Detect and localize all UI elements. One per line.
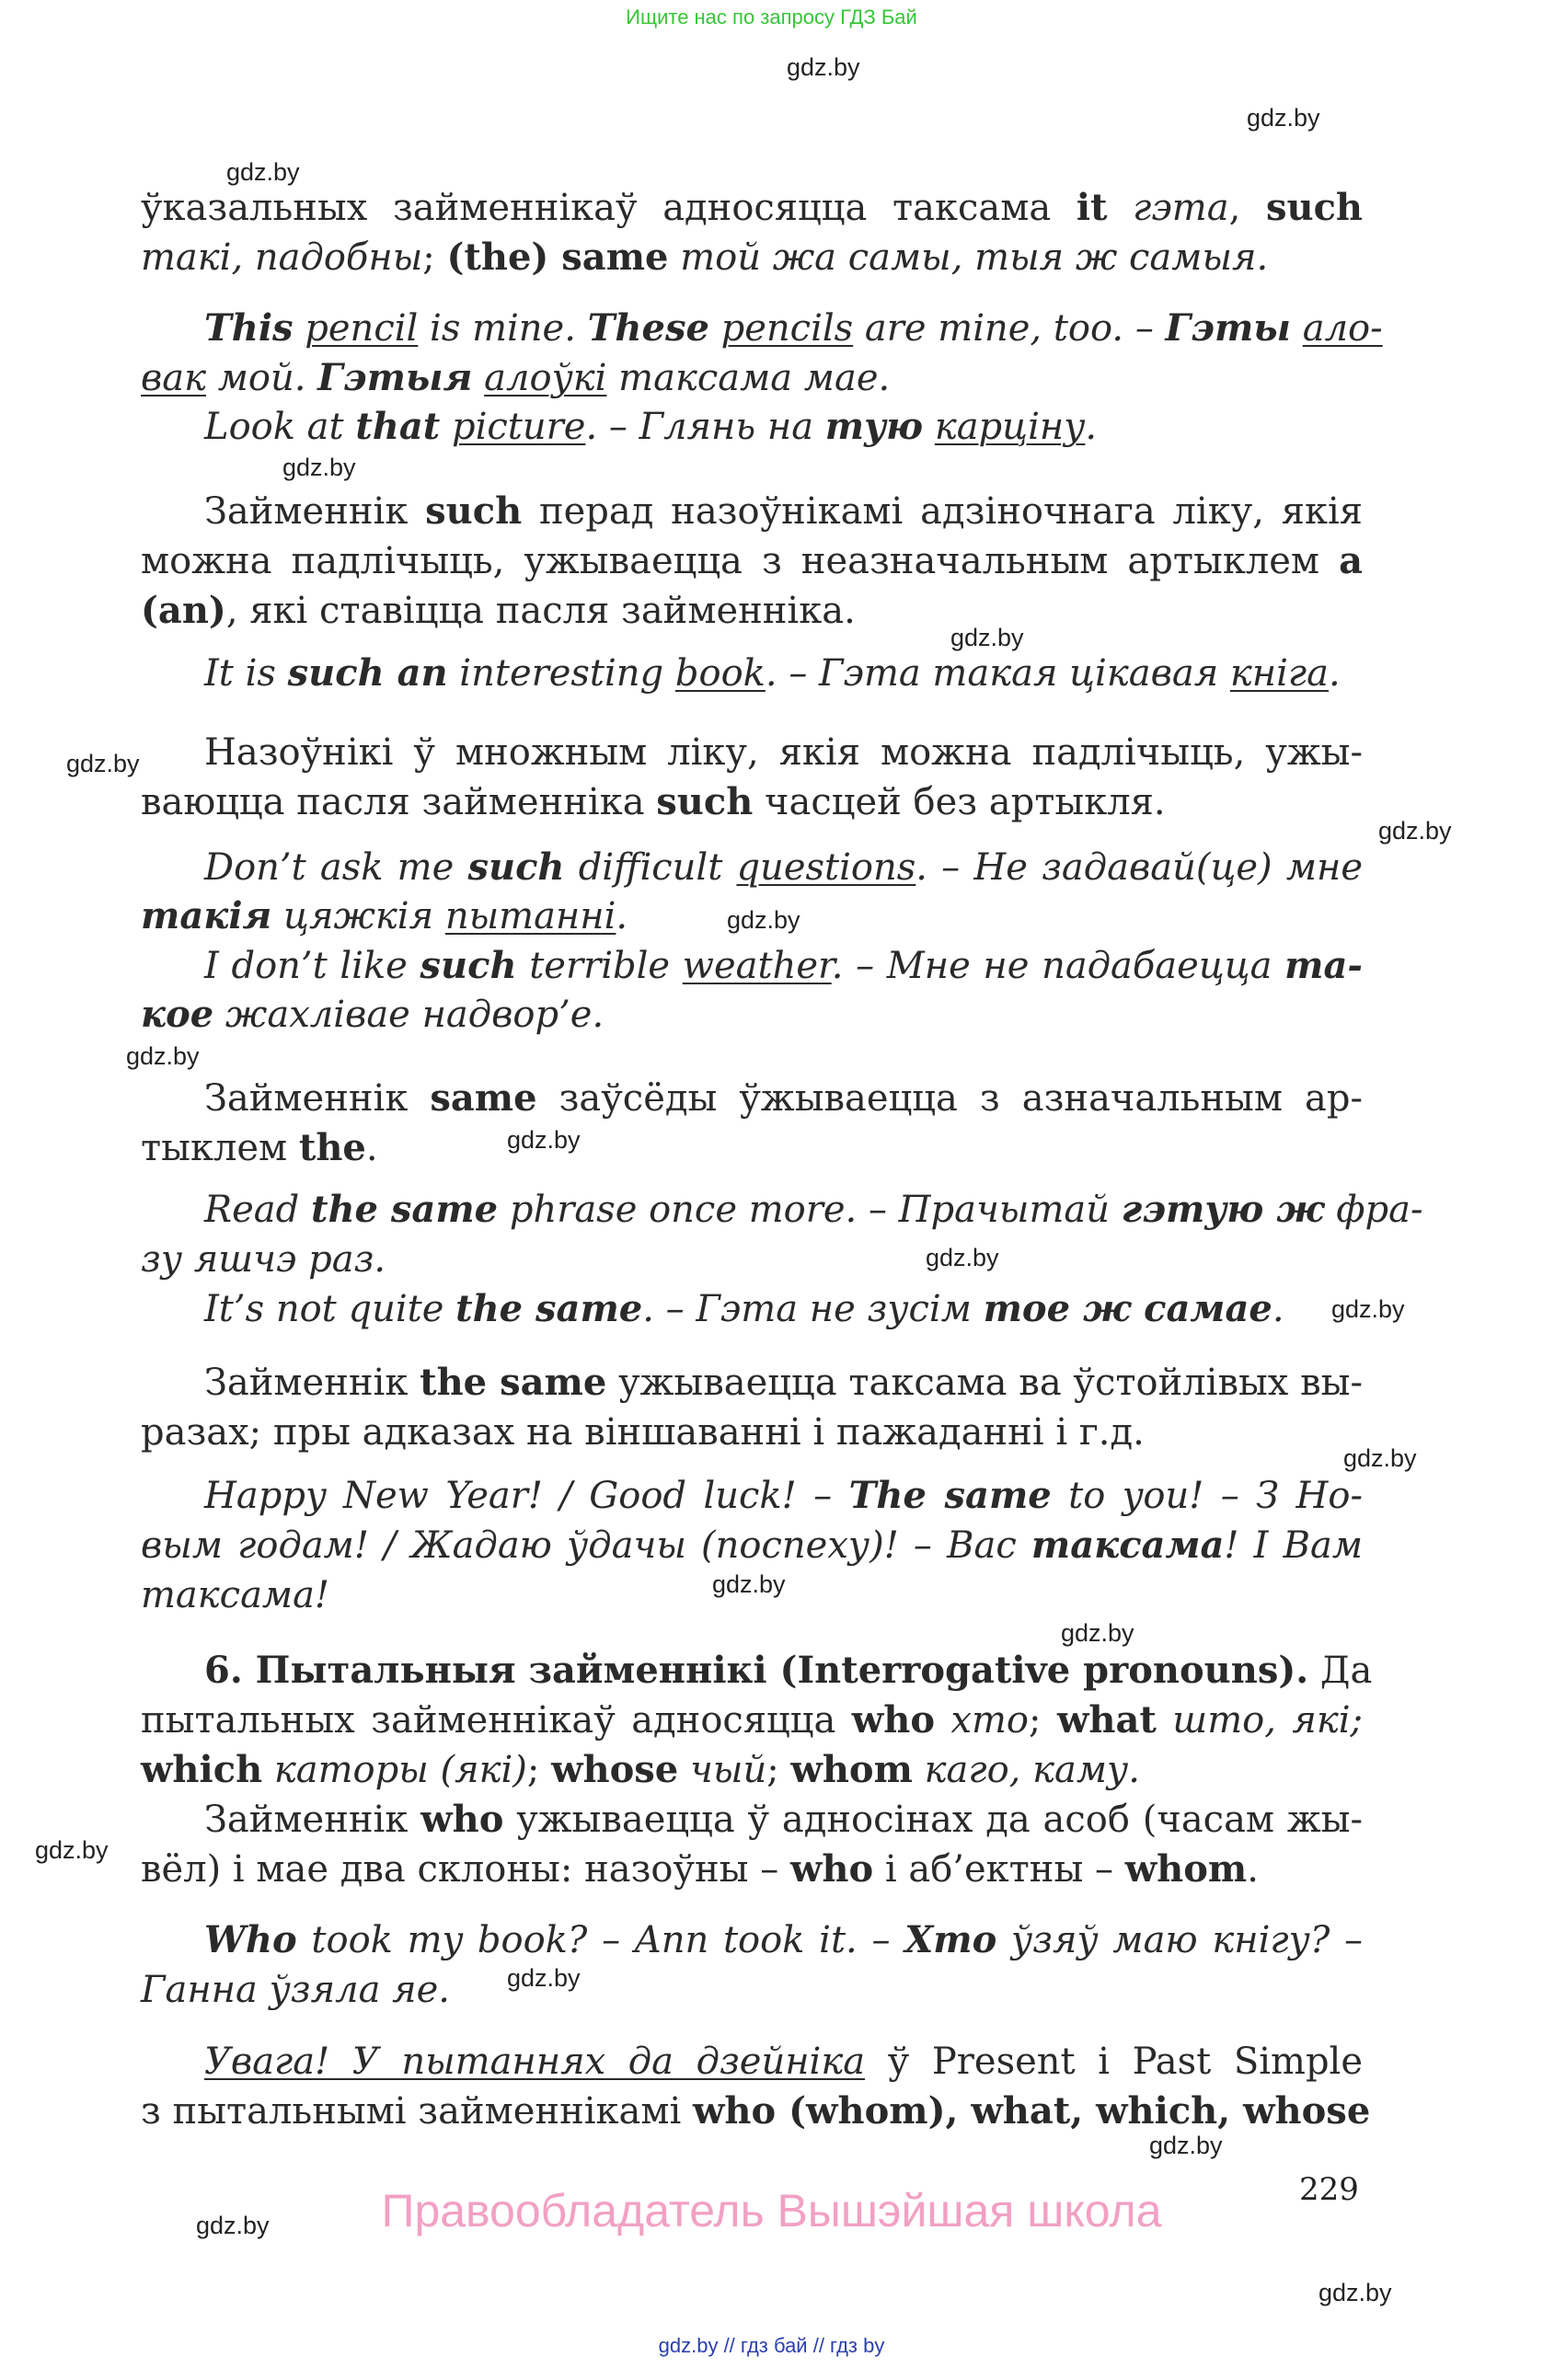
example-line: зу яшчэ раз. xyxy=(141,1238,386,1281)
example-line: Look at that picture. – Глянь на тую карціну. xyxy=(204,405,1098,448)
page-number: 229 xyxy=(1299,2171,1359,2208)
watermark: gdz.by xyxy=(282,454,356,481)
text-line: з пытальнымі займеннікамі who (whom), what, which, whose xyxy=(141,2089,1371,2133)
watermark: gdz.by xyxy=(35,1836,109,1864)
watermark: gdz.by xyxy=(1061,1619,1134,1647)
text-line: Займеннік the same ужываецца таксама ва ўстойлівых вы- xyxy=(204,1361,1363,1404)
text-line: Займеннік same заўсёды ўжываецца з азначальным ар- xyxy=(204,1076,1363,1120)
text-line: Назоўнікі ў множным ліку, якія можна падлічыць, ужы- xyxy=(204,731,1363,774)
watermark: gdz.by xyxy=(226,158,300,186)
watermark: gdz.by xyxy=(926,1244,999,1271)
example-line: Don’t ask me such difficult questions. – Не задавай(це) мне xyxy=(204,845,1363,889)
text-line: ваюцца пасля займенніка such часцей без артыкля. xyxy=(141,780,1166,823)
watermark: gdz.by xyxy=(126,1042,200,1070)
example-line: такія цяжкія пытанні. xyxy=(141,894,628,937)
example-line: вак мой. Гэтыя алоўкі таксама мае. xyxy=(141,356,891,399)
example-line: This pencil is mine. These pencils are mine, too. – Гэты ало- xyxy=(204,306,1383,350)
watermark: gdz.by xyxy=(1331,1295,1405,1323)
watermark: gdz.by xyxy=(507,1126,581,1154)
watermark: gdz.by xyxy=(712,1570,786,1598)
example-line: Happy New Year! / Good luck! – The same to you! – З Но- xyxy=(204,1474,1363,1517)
watermark: gdz.by xyxy=(727,906,800,934)
text-line: Займеннік who ужываецца ў адносінах да асоб (часам жы- xyxy=(204,1798,1364,1841)
watermark: gdz.by xyxy=(1247,104,1320,132)
example-line: Who took my book? – Ann took it. – Хто ўзяў маю кнігу? – xyxy=(204,1918,1364,1961)
text-line: разах; пры адказах на віншаванні і пажаданні і г.д. xyxy=(141,1411,1145,1454)
example-line: Ганна ўзяла яе. xyxy=(141,1969,450,2011)
watermark: gdz.by xyxy=(507,1964,581,1992)
text-line: такі, падобны; (the) same той жа самы, тыя ж самыя. xyxy=(141,236,1269,279)
text-line: пытальных займеннікаў адносяцца who хто; what што, які; xyxy=(141,1698,1363,1742)
watermark: gdz.by xyxy=(196,2212,270,2239)
watermark: gdz.by xyxy=(787,53,860,81)
example-line: It is such an interesting book. – Гэта такая цікавая кніга. xyxy=(204,651,1341,695)
example-line: It’s not quite the same. – Гэта не зусім тое ж самае. xyxy=(204,1287,1284,1330)
example-line: вым годам! / Жадаю ўдачы (поспеху)! – Вас таксама! І Вам xyxy=(141,1523,1364,1567)
example-line: таксама! xyxy=(141,1574,329,1616)
text-line: вёл) і мае два склоны: назоўны – who і аб’ектны – whom. xyxy=(141,1847,1259,1891)
text-line: тыклем the. xyxy=(141,1126,378,1169)
text-line: Увага! У пытаннях да дзейніка ў Present і Past Simple xyxy=(204,2041,1364,2083)
watermark: gdz.by xyxy=(1149,2132,1223,2159)
example-line: Read the same phrase once more. – Прачытай гэтую ж фра- xyxy=(204,1188,1423,1231)
text-line: ўказальных займеннікаў адносяцца таксама it гэта, such xyxy=(141,186,1364,229)
watermark: gdz.by xyxy=(950,624,1024,651)
text-line: Займеннік such перад назоўнікамі адзіночнага ліку, якія xyxy=(204,489,1363,533)
watermark: gdz.by xyxy=(66,750,140,777)
example-line: I don’t like such terrible weather. – Мне не падабаецца та- xyxy=(204,944,1363,987)
top-banner[interactable]: Ищите нас по запросу ГДЗ Бай xyxy=(626,6,917,29)
example-line: кое жахлівае надвор’е. xyxy=(141,993,605,1036)
section-heading: 6. Пытальныя займеннікі (Interrogative pronouns). Да xyxy=(204,1649,1373,1692)
text-line: which каторы (які); whose чый; whom каго, каму. xyxy=(141,1748,1140,1791)
bottom-links[interactable]: gdz.by // гдз бай // гдз by xyxy=(658,2334,885,2357)
text-line: можна падлічыць, ужываецца з неазначальным артыклем a xyxy=(141,539,1363,582)
watermark: gdz.by xyxy=(1318,2279,1392,2306)
copyright-owner: Правообладатель Вышэйшая школа xyxy=(381,2185,1162,2236)
text-line: (an), які ставіцца пасля займенніка. xyxy=(141,589,856,632)
watermark: gdz.by xyxy=(1343,1444,1417,1472)
watermark: gdz.by xyxy=(1378,817,1452,845)
